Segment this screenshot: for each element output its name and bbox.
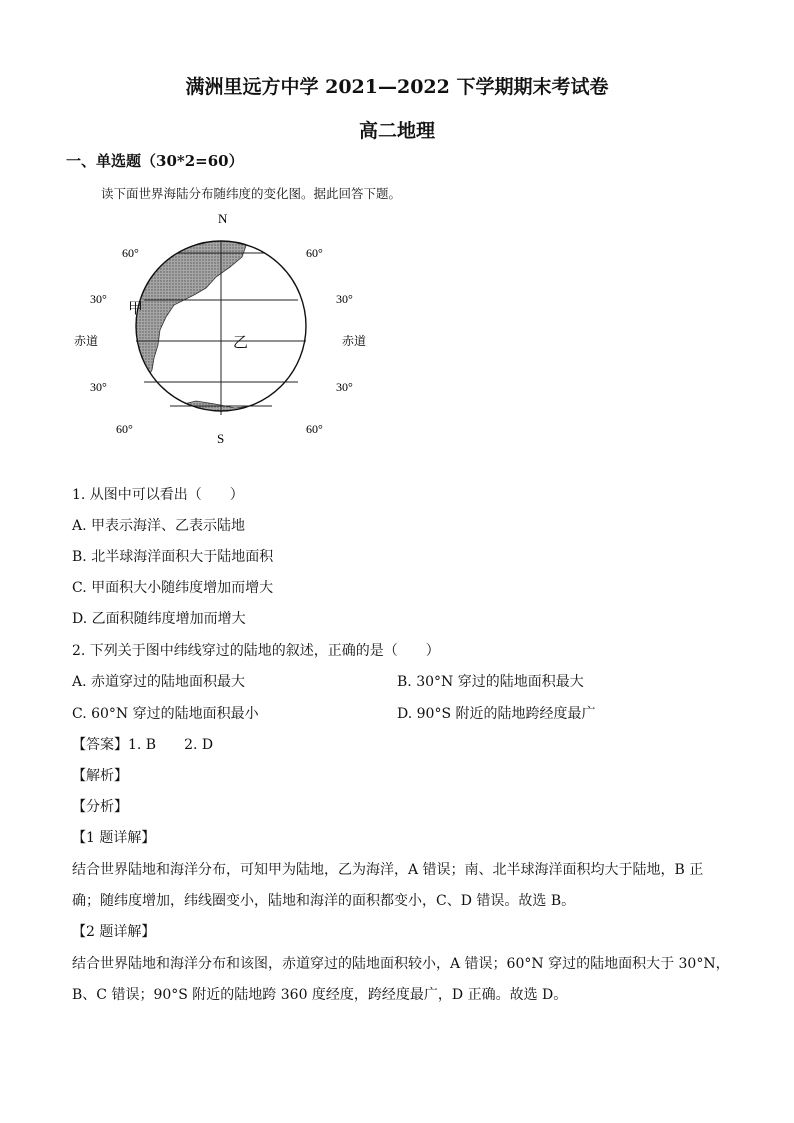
detail-1-title: 【1 题详解】 <box>72 830 156 846</box>
q1-option-d: D. 乙面积随纬度增加而增大 <box>72 611 246 627</box>
label-30-right-top: 30° <box>336 292 353 306</box>
label-yi: 乙 <box>233 335 249 351</box>
section-heading: 一、单选题（30*2=60） <box>66 152 244 170</box>
q2-option-d: D. 90°S 附近的陆地跨经度最广 <box>397 706 596 722</box>
answer-value: 1. B 2. D <box>128 737 214 753</box>
label-south: S <box>217 431 225 446</box>
q1-option-a: A. 甲表示海洋、乙表示陆地 <box>72 518 246 534</box>
fenxi-label: 【分析】 <box>72 799 128 815</box>
answer-label: 【答案】 <box>72 737 128 753</box>
answer-line <box>72 734 213 754</box>
q1-option-b: B. 北半球海洋面积大于陆地面积 <box>72 549 274 565</box>
exam-subtitle: 高二地理 <box>358 120 435 142</box>
land-sea-distribution-figure <box>70 205 380 450</box>
detail-2-title: 【2 题详解】 <box>72 924 156 940</box>
question-intro: 读下面世界海陆分布随纬度的变化图。据此回答下题。 <box>101 186 402 201</box>
label-30-left-bottom: 30° <box>90 380 107 394</box>
q2-option-c: C. 60°N 穿过的陆地面积最小 <box>72 706 259 722</box>
label-60-left-top: 60° <box>122 246 139 260</box>
q2-option-a: A. 赤道穿过的陆地面积最大 <box>72 674 246 690</box>
land-jia <box>136 225 262 386</box>
analysis-label: 【解析】 <box>72 768 128 784</box>
label-30-left-top: 30° <box>90 292 107 306</box>
detail-2-line-2: B、C 错误；90°S 附近的陆地跨 360 度经度，跨经度最广，D 正确。故选 D。 <box>72 987 568 1003</box>
label-30-right-bottom: 30° <box>336 380 353 394</box>
detail-2-line-1: 结合世界陆地和海洋分布和该图，赤道穿过的陆地面积较小，A 错误；60°N 穿过的陆地面积大于 30°N， <box>72 956 730 972</box>
label-60-right-bottom: 60° <box>306 422 323 436</box>
q2-stem: 2. 下列关于图中纬线穿过的陆地的叙述，正确的是（ ） <box>72 643 440 659</box>
label-equator-left: 赤道 <box>74 334 99 348</box>
label-60-left-bottom: 60° <box>116 422 133 436</box>
label-north: N <box>218 211 228 226</box>
detail-1-line-2: 确；随纬度增加，纬线圈变小，陆地和海洋的面积都变小，C、D 错误。故选 B。 <box>72 893 576 909</box>
q1-stem: 1. 从图中可以看出（ ） <box>72 487 244 503</box>
exam-title: 满洲里远方中学 2021—2022 下学期期末考试卷 <box>185 76 609 98</box>
q2-option-b: B. 30°N 穿过的陆地面积最大 <box>397 674 584 690</box>
q1-option-c: C. 甲面积大小随纬度增加而增大 <box>72 580 274 596</box>
label-jia: 甲 <box>128 301 144 317</box>
label-60-right-top: 60° <box>306 246 323 260</box>
label-equator-right: 赤道 <box>342 334 367 348</box>
detail-1-line-1: 结合世界陆地和海洋分布，可知甲为陆地，乙为海洋，A 错误；南、北半球海洋面积均大于陆地，B 正 <box>72 862 704 878</box>
